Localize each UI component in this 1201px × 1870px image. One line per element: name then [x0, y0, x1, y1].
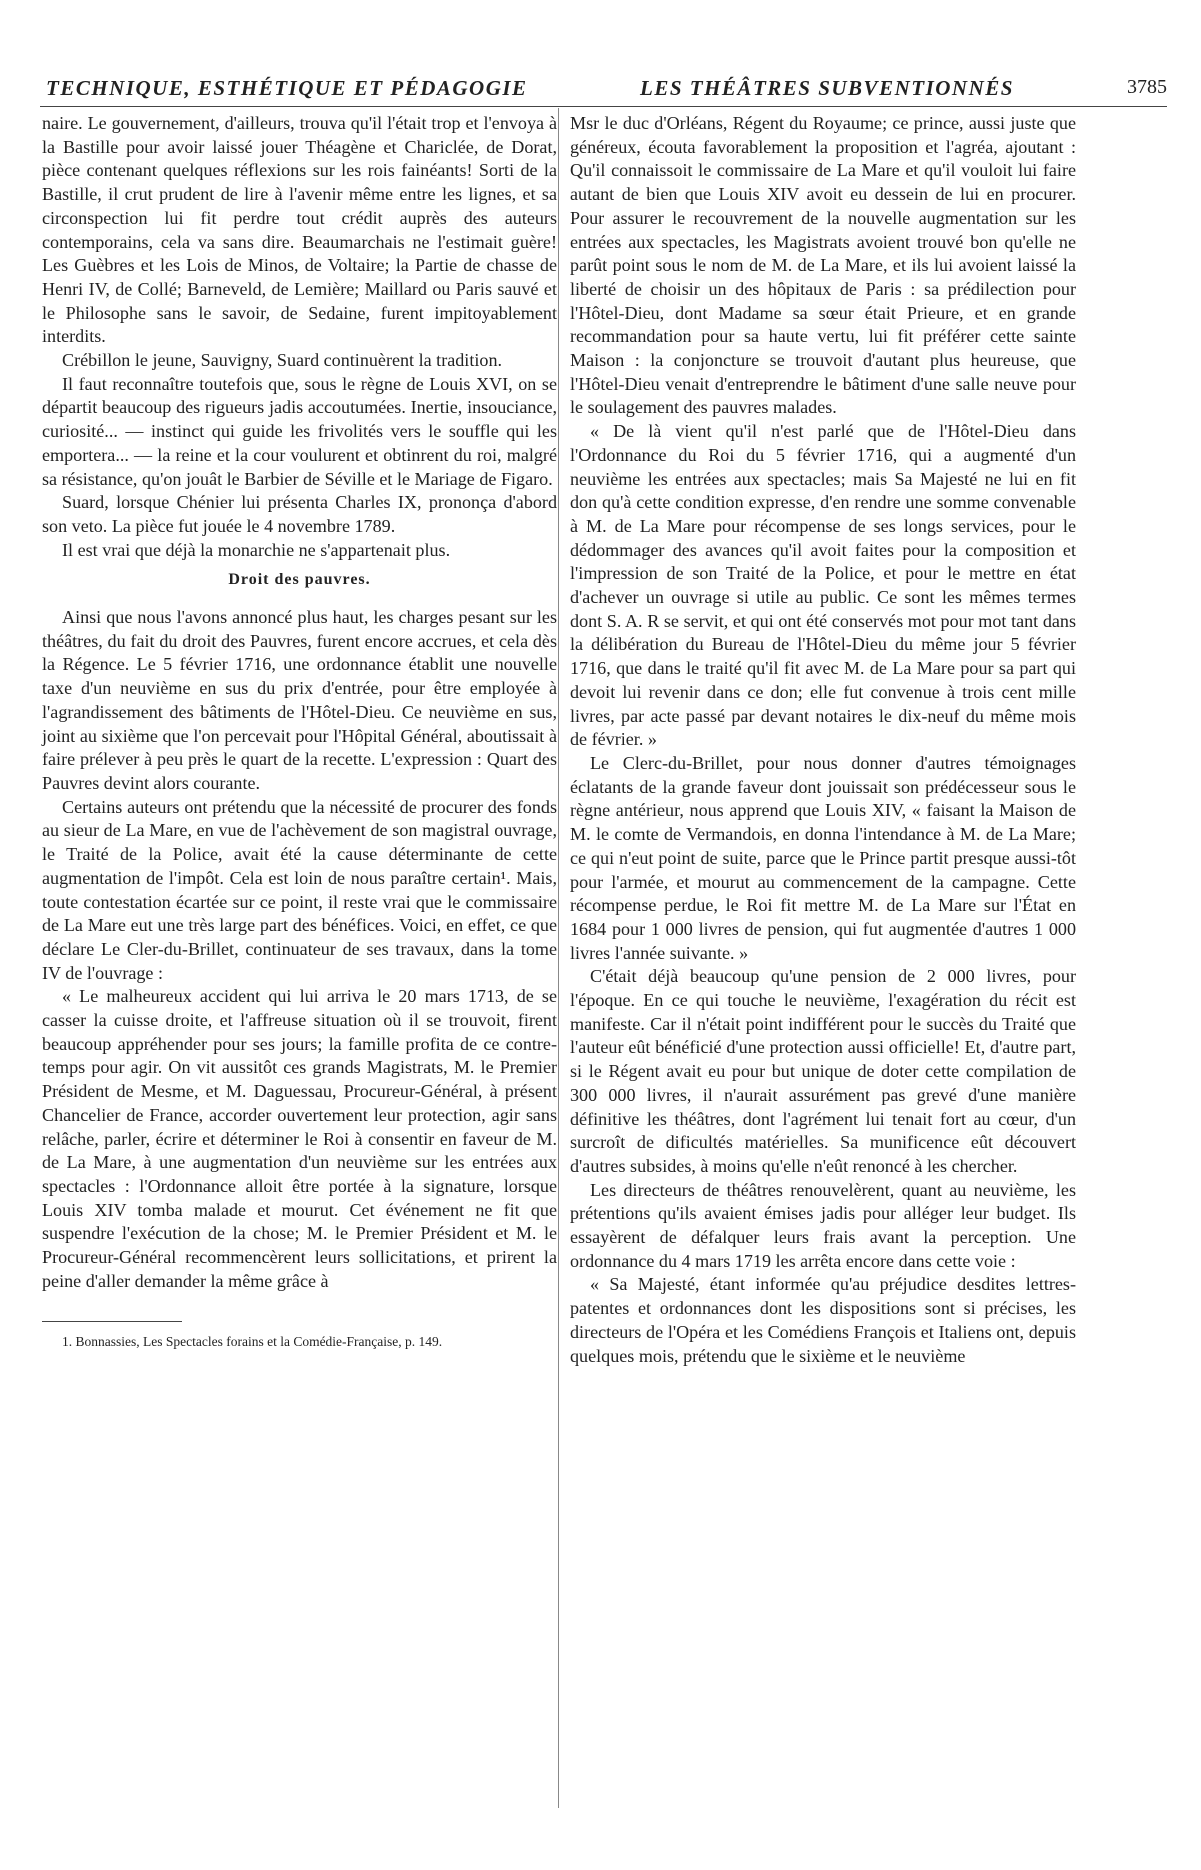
- paragraph: Ainsi que nous l'avons annoncé plus haut, les charges pesant sur les théâtres, du fait du droit des Pauvres, furent encore accrues, et cela dès la Régence. Le 5 février 1716, une ordonnance établit une nouvelle taxe d'un neuvième en sus du prix d'entrée, pour être employée à l'agrandissement des bâtiments de l'Hôtel-Dieu. Ce neuvième en sus, joint au sixième que l'on percevait pour l'Hôpital Général, aboutissait à faire prélever à peu près le quart de la recette. L'expression : Quart des Pauvres devint alors courante.: [42, 607, 557, 793]
- header-left-title: TECHNIQUE, ESTHÉTIQUE ET PÉDAGOGIE: [46, 76, 528, 100]
- section-title: Droit des pauvres.: [228, 571, 371, 589]
- paragraph: Certains auteurs ont prétendu que la nécessité de procurer des fonds au sieur de La Mare, en vue de l'achèvement de son magistral ouvrage, le Traité de la Police, avait été la cause déterminante de cette augmentation de l'impôt. Cela est loin de nous paraître certain¹. Mais, toute contestation écartée sur ce point, il reste vrai que le commissaire de La Mare eut une très large part des bénéfices. Voici, en effet, ce que déclare Le Cler-du-Brillet, continuateur de ses travaux, dans la tome IV de l'ouvrage :: [42, 796, 557, 983]
- paragraph: Suard, lorsque Chénier lui présenta Charles IX, prononça d'abord son veto. La pièce fut jouée le 4 novembre 1789.: [42, 492, 557, 536]
- left-column: [42, 112, 557, 1351]
- column-divider: [558, 108, 559, 1808]
- paragraph: naire. Le gouvernement, d'ailleurs, trouva qu'il l'était trop et l'envoya à la Bastille pour avoir laissé jouer Théagène et Chariclée, de Dorat, pièce contenant quelques réflexions sur les rois fainéants! Sorti de la Bastille, il crut prudent de lire à l'avenir même entre les lignes, et sa circonspection lui fit perdre tout crédit auprès des auteurs contemporains, cela va sans dire. Beaumarchais ne l'estimait guère! Les Guèbres et les Lois de Minos, de Voltaire; la Partie de chasse de Henri IV, de Collé; Barneveld, de Lemière; Maillard ou Paris sauvé et le Philosophe sans le savoir, de Sedaine, furent impitoyablement interdits.: [42, 113, 557, 347]
- paragraph: C'était déjà beaucoup qu'une pension de 2 000 livres, pour l'époque. En ce qui touche le neuvième, l'exagération du récit est manifeste. Car il n'était point indifférent pour le succès du Traité que l'auteur eût bénéficié d'une protection aussi officielle! Et, d'autre part, si le Régent avait eu pour but unique de doter cette compilation de 300 000 livres, il n'aurait assurément pas grevé d'une manière définitive les théâtres, dont l'agrément lui tenait fort au cœur, d'un surcroît de dificultés matérielles. Sa munificence eût découvert d'autres subsides, à moins qu'elle n'eût renoncé à les chercher.: [570, 966, 1076, 1176]
- running-header: [40, 76, 1167, 104]
- quotation: Msr le duc d'Orléans, Régent du Royaume; ce prince, aussi juste que généreux, écouta favorablement la proposition et l'agréa, ajoutant : Qu'il connaissoit le commissaire de La Mare et qu'il vouloit lui faire autant de bien que Louis XIV avoit eu dessein de lui en procurer. Pour assurer le recouvrement de la nouvelle augmentation sur les entrées aux spectacles, les Magistrats avoient trouvé bon qu'elle ne parût point sous le nom de M. de La Mare, et ils lui avoient laissé la liberté de choisir un des hôpitaux de Paris : sa prédilection pour l'Hôtel-Dieu, dont Madame sa sœur était Prieure, et en grande recommandation pour sa haute vertu, lui fit préférer cette sainte Maison : la conjoncture se trouvoit d'autant plus heureuse, que l'Hôtel-Dieu venait d'entreprendre le bâtiment d'une salle neuve pour le soulagement des pauvres malades.: [570, 113, 1076, 418]
- paragraph: Il faut reconnaître toutefois que, sous le règne de Louis XVI, on se départit beaucoup des rigueurs jadis accoutumées. Inertie, insouciance, curiosité... — instinct qui guide les frivolités vers le souffle qui les emportera... — la reine et la cour voulurent et obtinrent du roi, malgré sa résistance, qu'on jouât le Barbier de Séville et le Mariage de Figaro.: [42, 373, 557, 489]
- footnote-rule: [42, 1321, 182, 1322]
- paragraph: Les directeurs de théâtres renouvelèrent, quant au neuvième, les prétentions qu'ils avaient émises jadis pour alléger leur budget. Ils essayèrent de défalquer leurs frais avant la perception. Une ordonnance du 4 mars 1719 les arrêta encore dans cette voie :: [570, 1179, 1076, 1271]
- quotation: « De là vient qu'il n'est parlé que de l'Hôtel-Dieu dans l'Ordonnance du Roi du 5 février 1716, qui a augmenté d'un neuvième les entrées aux spectacles; mais Sa Majesté ne lui en fit don qu'à cette condition expresse, d'en rendre une somme convenable à M. de La Mare pour récompense de ses longs services, pour le dédommager des avances qu'il avoit faites pour la composition et l'impression de son Traité de la Police, et pour le mettre en état d'achever un ouvrage si utile au public. Ce sont les mêmes termes dont S. A. R se servit, et qui ont été conservés mot pour mot tant dans la délibération du Bureau de l'Hôtel-Dieu du même jour 5 février 1716, que dans le traité qu'il fit avec M. de La Mare pour sa part qui devoit lui revenir dans ce don; elle fut convenue à trois cent mille livres, par acte passé par devant notaires le dix-neuf du même mois de février. »: [570, 421, 1076, 750]
- right-column: [570, 112, 1076, 1368]
- header-right-title: LES THÉÂTRES SUBVENTIONNÉS: [640, 76, 1014, 100]
- page-number: 3785: [1127, 76, 1167, 98]
- paragraph: Il est vrai que déjà la monarchie ne s'appartenait plus.: [62, 539, 451, 560]
- quotation: « Sa Majesté, étant informée qu'au préjudice desdites lettres-patentes et ordonnances dont les dispositions sont si précises, les directeurs de l'Opéra et les Comédiens François et Italiens ont, depuis quelques mois, prétendu que le sixième et le neuvième: [570, 1274, 1076, 1366]
- header-rule: [40, 106, 1167, 107]
- paragraph: Le Clerc-du-Brillet, pour nous donner d'autres témoignages éclatants de la grande faveur dont jouissait son prédécesseur sous le règne antérieur, nous apprend que Louis XIV, « faisant la Maison de M. le comte de Vermandois, en donna l'intendance à M. de La Mare; ce qui n'eut point de suite, parce que le Prince partit presque aussi-tôt pour l'armée, et mourut au commencement de la campagne. Cette récompense perdue, le Roi fit mettre M. de La Mare sur l'État en 1684 pour 1 000 livres de pension, qui fut augmentée d'autres 1 000 livres l'année suivante. »: [570, 752, 1076, 963]
- footnote: 1. Bonnassies, Les Spectacles forains et la Comédie-Française, p. 149.: [62, 1334, 443, 1350]
- paragraph: Crébillon le jeune, Sauvigny, Suard continuèrent la tradition.: [62, 350, 503, 371]
- quotation: « Le malheureux accident qui lui arriva le 20 mars 1713, de se casser la cuisse droite, et l'affreuse situation où il se trouvoit, firent beaucoup appréhender pour ses jours; la famille profita de ce contre-temps pour agir. On vit aussitôt ces grands Magistrats, M. le Premier Président de Mesme, et M. Daguessau, Procureur-Général, à présent Chancelier de France, accorder ouvertement leur protection, agir sans relâche, parler, écrire et déterminer le Roi à consentir en faveur de M. de La Mare, à une augmentation d'un neuvième sur les entrées aux spectacles : l'Ordonnance alloit être portée à la signature, lorsque Louis XIV tomba malade et mourut. Cet événement ne fit que suspendre l'exécution de la chose; M. le Premier Président et M. le Procureur-Général recommencèrent leurs sollicitations, et prirent la peine d'aller demander la même grâce à: [42, 986, 557, 1291]
